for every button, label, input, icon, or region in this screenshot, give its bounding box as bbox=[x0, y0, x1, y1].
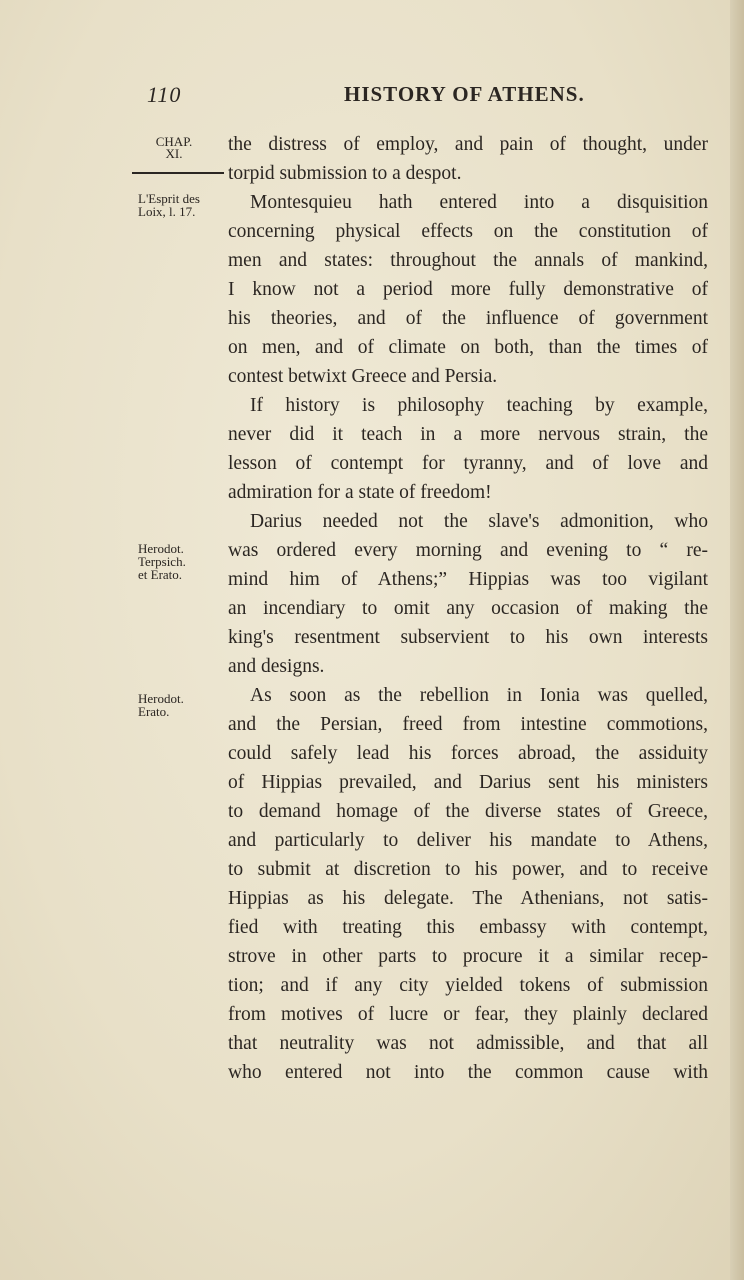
text-line: to submit at discretion to his power, and to receive bbox=[228, 859, 708, 880]
text-line: concerning physical effects on the constitution of bbox=[228, 221, 708, 242]
margin-note-line: Erato. bbox=[138, 704, 170, 719]
chapter-word: CHAP. bbox=[155, 134, 193, 149]
margin-note-line: Herodot. bbox=[138, 691, 184, 706]
text-line: men and states: throughout the annals of mankind, bbox=[228, 250, 708, 271]
page-header bbox=[0, 82, 744, 112]
body-text bbox=[228, 130, 708, 1087]
chapter-number: XI. bbox=[165, 146, 183, 161]
text-line: who entered not into the common cause with bbox=[228, 1062, 708, 1083]
text-line: the distress of employ, and pain of thought, under bbox=[228, 134, 708, 155]
text-line: an incendiary to omit any occasion of making the bbox=[228, 598, 708, 619]
text-line: mind him of Athens;” Hippias was too vigilant bbox=[228, 569, 708, 590]
text-line: never did it teach in a more nervous strain, the bbox=[228, 424, 708, 445]
text-line: Darius needed not the slave's admonition, who bbox=[250, 511, 708, 532]
margin-note-herodot-erato bbox=[138, 692, 228, 718]
text-line: could safely lead his forces abroad, the assiduity bbox=[228, 743, 708, 764]
text-line: torpid submission to a despot. bbox=[228, 163, 462, 184]
text-line: and particularly to deliver his mandate to Athens, bbox=[228, 830, 708, 851]
text-line: and the Persian, freed from intestine commotions, bbox=[228, 714, 708, 735]
text-line: Hippias as his delegate. The Athenians, not satis- bbox=[228, 888, 708, 909]
text-line: on men, and of climate on both, than the times of bbox=[228, 337, 708, 358]
text-line: of Hippias prevailed, and Darius sent his ministers bbox=[228, 772, 708, 793]
running-head: HISTORY OF ATHENS. bbox=[344, 82, 585, 106]
margin-note-line: L'Esprit des bbox=[138, 191, 200, 206]
chapter-rule bbox=[132, 172, 224, 174]
text-line: fied with treating this embassy with contempt, bbox=[228, 917, 708, 938]
margin-note-line: Loix, l. 17. bbox=[138, 204, 196, 219]
text-line: Montesquieu hath entered into a disquisition bbox=[250, 192, 708, 213]
text-line: that neutrality was not admissible, and that all bbox=[228, 1033, 708, 1054]
text-line: tion; and if any city yielded tokens of submission bbox=[228, 975, 708, 996]
chapter-label bbox=[148, 136, 200, 160]
text-line: king's resentment subservient to his own interests bbox=[228, 627, 708, 648]
text-line: As soon as the rebellion in Ionia was quelled, bbox=[250, 685, 708, 706]
margin-note-line: Herodot. bbox=[138, 541, 184, 556]
margin-note-herodot-terpsich bbox=[138, 542, 228, 581]
margin-note-line: et Erato. bbox=[138, 567, 183, 582]
page-number: 110 bbox=[147, 82, 182, 107]
text-line: and designs. bbox=[228, 656, 325, 677]
text-line: lesson of contempt for tyranny, and of love and bbox=[228, 453, 708, 474]
text-line: I know not a period more fully demonstrative of bbox=[228, 279, 708, 300]
text-line: from motives of lucre or fear, they plainly declared bbox=[228, 1004, 708, 1025]
margin-note-esprit bbox=[138, 192, 228, 218]
text-line: to demand homage of the diverse states of Greece, bbox=[228, 801, 708, 822]
text-line: strove in other parts to procure it a similar recep- bbox=[228, 946, 708, 967]
margin-note-line: Terpsich. bbox=[138, 554, 186, 569]
text-line: was ordered every morning and evening to “ re- bbox=[228, 540, 708, 561]
text-line: admiration for a state of freedom! bbox=[228, 482, 492, 503]
text-line: his theories, and of the influence of government bbox=[228, 308, 708, 329]
page-edge bbox=[730, 0, 744, 1280]
text-line: contest betwixt Greece and Persia. bbox=[228, 366, 498, 387]
text-line: If history is philosophy teaching by example, bbox=[250, 395, 708, 416]
